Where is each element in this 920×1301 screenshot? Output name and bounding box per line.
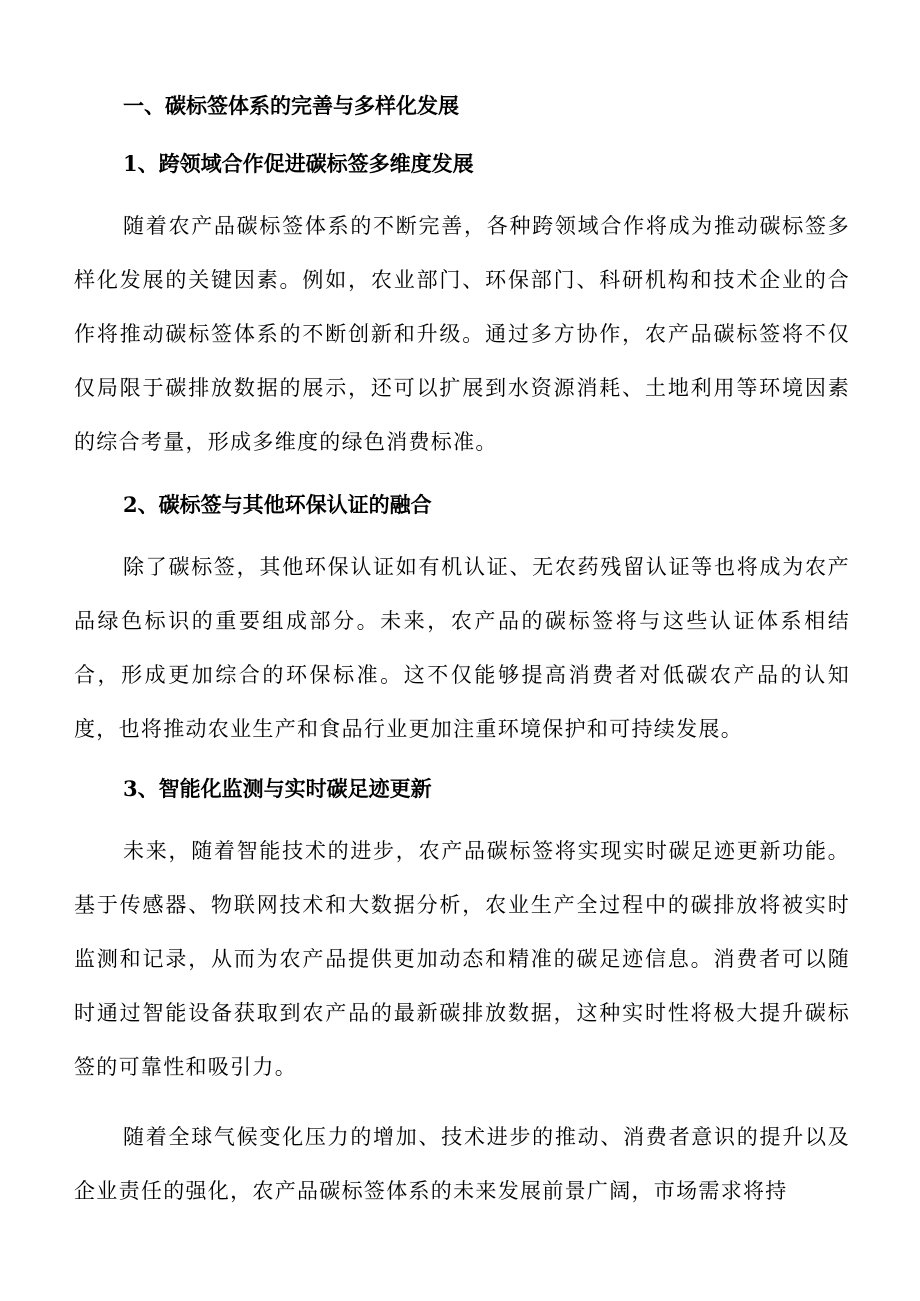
subsection-title-3: 3、智能化监测与实时碳足迹更新 xyxy=(123,776,432,801)
subsection-title-1: 1、跨领域合作促进碳标签多维度发展 xyxy=(123,151,474,176)
section-heading: 一、碳标签体系的完善与多样化发展 xyxy=(123,93,459,118)
paragraph-2: 除了碳标签，其他环保认证如有机认证、无农药残留认证等也将成为农产品绿色标识的重要组成部分。未来，农产品的碳标签将与这些认证体系相结合，形成更加综合的环保标准。这不仅能够提高消费者对低碳农产品的认知度，也将推动农业生产和食品行业更加注重环境保护和可持续发展。 xyxy=(74,555,850,741)
paragraph-1: 随着农产品碳标签体系的不断完善，各种跨领域合作将成为推动碳标签多样化发展的关键因素。例如，农业部门、环保部门、科研机构和技术企业的合作将推动碳标签体系的不断创新和升级。通过多方协作，农产品碳标签将不仅仅局限于碳排放数据的展示，还可以扩展到水资源消耗、土地利用等环境因素的综合考量，形成多维度的绿色消费标准。 xyxy=(74,214,850,454)
closing-paragraph: 随着全球气候变化压力的增加、技术进步的推动、消费者意识的提升以及企业责任的强化，农产品碳标签体系的未来发展前景广阔，市场需求将持 xyxy=(74,1125,850,1203)
paragraph-3: 未来，随着智能技术的进步，农产品碳标签将实现实时碳足迹更新功能。基于传感器、物联网技术和大数据分析，农业生产全过程中的碳排放将被实时监测和记录，从而为农产品提供更加动态和精准的碳足迹信息。消费者可以随时通过智能设备获取到农产品的最新碳排放数据，这种实时性将极大提升碳标签的可靠性和吸引力。 xyxy=(74,839,850,1079)
subsection-title-2: 2、碳标签与其他环保认证的融合 xyxy=(123,492,432,517)
